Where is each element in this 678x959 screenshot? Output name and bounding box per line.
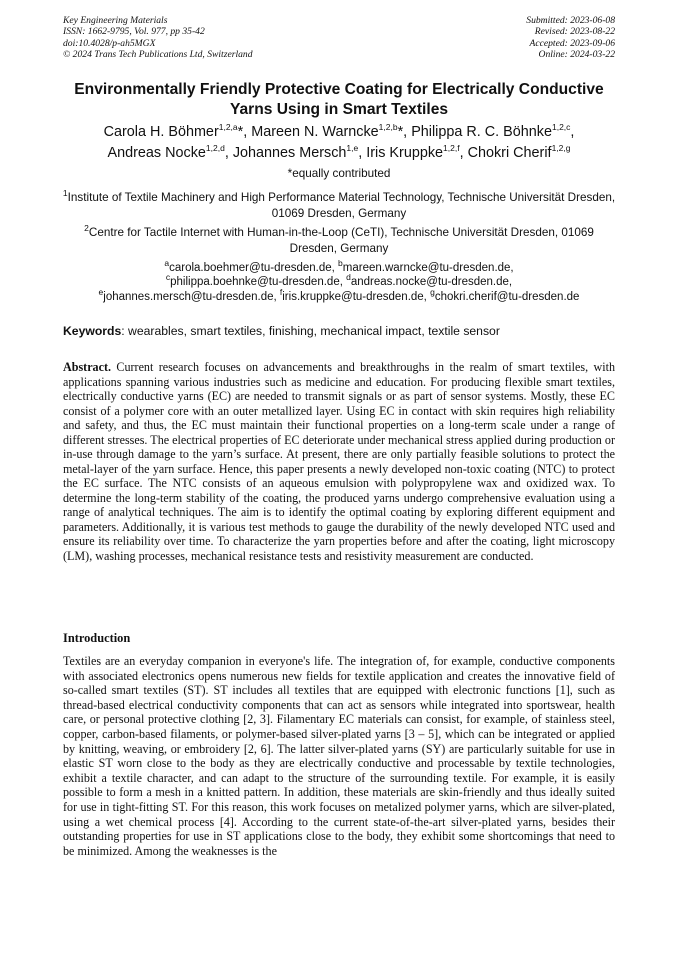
- email-marker: g: [430, 286, 435, 297]
- dates-info: [526, 15, 615, 61]
- issn-line: ISSN: 1662-9795, Vol. 977, pp 35-42: [63, 26, 205, 38]
- email-line-3: [40, 286, 638, 304]
- author-list: [40, 122, 638, 164]
- keywords: [63, 324, 623, 338]
- accepted-date: Accepted: 2023-09-06: [529, 37, 615, 49]
- email-address[interactable]: iris.kruppke@tu-dresden.de,: [282, 290, 431, 303]
- email-marker: c: [165, 272, 171, 283]
- email-marker: a: [164, 258, 170, 269]
- author-separator: ,: [459, 145, 468, 161]
- author-name: Johannes Mersch: [232, 145, 347, 161]
- copyright-line: © 2024 Trans Tech Publications Ltd, Switzerland: [63, 49, 253, 61]
- author-separator: ,: [358, 145, 367, 161]
- affiliation-number: 1: [62, 188, 68, 199]
- affiliation-text: Centre for Tactile Internet with Human-in-the-Loop (CeTI), Technische Universität Dresden, 01069 Dresden, Germany: [88, 226, 594, 255]
- author-affiliation-marker: 1,2,d: [205, 143, 225, 154]
- email-address[interactable]: chokri.cherif@tu-dresden.de: [434, 290, 580, 303]
- author-separator: *,: [397, 124, 412, 140]
- author-name: Iris Kruppke: [366, 145, 444, 161]
- email-marker: b: [338, 258, 343, 269]
- introduction-body: Textiles are an everyday companion in everyone's life. The integration of, for example, conductive components with associated electronics opens numerous new fields for textile application and creates the innovative field of so-called smart textiles (ST). ST includes all textiles that are equipped with electronic functions [1], such as thread-based electrical conductivity components that can act as sensors while integrated into sportswear, health care, or personal protective clothing [2, 3]. Filamentary EC materials can consist, for example, of stainless steel, copper, carbon-based filaments, or polymer-based silver-plated yarns [3 – 5], which can be integrated or applied by knitting, weaving, or embroidery [2, 6]. The latter silver-plated yarns (SY) are particularly suitable for use in elastic ST worn close to the body as they are electrically conductive and processable by textile technologies, exhibit a textile character, and can adapt to the structure of the surrounding textile. For example, it is easily possible to form a mesh in a knitted pattern. In addition, these materials are skin-friendly and thus ideally suited for use in tight-fitting ST. For this reason, this work focuses on metalized polymer yarns, which are silver-plated, using a wet chemical process [4]. According to the current state-of-the-art silver-plated yarns, besides their outstanding properties for use in ST applications close to the body, they exhibit some shortcomings that need to be minimized. Among the weaknesses is the: [63, 654, 615, 858]
- keywords-label: Keywords: [63, 324, 122, 338]
- author-separator: ,: [224, 145, 233, 161]
- abstract: [63, 360, 615, 563]
- submitted-date: Submitted: 2023-06-08: [526, 15, 615, 26]
- email-marker: e: [98, 286, 104, 297]
- title-line-1: Environmentally Friendly Protective Coating for Electrically Conductive: [74, 81, 604, 98]
- email-line-2: [40, 272, 638, 289]
- affiliation-number: 2: [84, 223, 89, 234]
- affiliation-1: [60, 190, 618, 221]
- author-name: Andreas Nocke: [107, 145, 206, 161]
- affiliation-text: Institute of Textile Machinery and High Performance Material Technology, Technische Universität Dresden, 01069 Dresden, Germany: [67, 191, 616, 220]
- email-marker: f: [279, 286, 283, 297]
- author-name: Mareen N. Warncke: [251, 124, 379, 140]
- journal-info: [63, 15, 253, 61]
- abstract-label: Abstract.: [63, 360, 112, 374]
- online-date: Online: 2024-03-22: [538, 49, 615, 61]
- email-address[interactable]: andreas.nocke@tu-dresden.de,: [350, 276, 513, 289]
- email-address[interactable]: mareen.warncke@tu-dresden.de,: [342, 262, 514, 274]
- title-line-2: Yarns Using in Smart Textiles: [229, 101, 449, 118]
- abstract-text: Current research focuses on advancements and breakthroughs in the realm of smart textiles, with applications spanning various industries such as medicine and education. For producing flexible smart textiles, electrically conductive yarns (EC) are needed to transmit signals or as part of sensor systems. Mostly, these EC consist of a polymer core with an outer metallized layer. Using EC in contact with skin requires high reliability and safety, and thus, the EC must maintain their functional properties on a long-term scale under a range of different stresses. The electrical properties of EC deteriorate under mechanical stress applied during production or in-use through damage to the yarn’s surface. At present, there are only partially feasible solutions to protect the metal-layer of the yarn surface. Hence, this paper presents a newly developed non-toxic coating (NTC) to protect the EC surface. The NTC consists of an aqueous emulsion with polypropylene wax and oxidized wax. To determine the long-term stability of the coating, the produced yarns undergo comprehensive evaluation using a range of analytical techniques. The aim is to identify the optimal coating by exploring different equipment and parameters. Additionally, it is various test methods to gauge the durability of the newly developed NTC used and ensure its reliability over time. To characterize the yarn properties before and after the coating, light microscopy (LM), washing processes, mechanical resistance tests and resistivity measurement are conducted.: [63, 360, 615, 563]
- author-affiliation-marker: 1,2,b: [378, 122, 398, 133]
- email-address[interactable]: johannes.mersch@tu-dresden.de,: [103, 290, 280, 303]
- author-separator: ,: [570, 124, 575, 140]
- author-separator: *,: [237, 124, 252, 140]
- keywords-text: : wearables, smart textiles, finishing, mechanical impact, textile sensor: [121, 324, 500, 338]
- paper-title: [50, 80, 628, 120]
- author-affiliation-marker: 1,e: [346, 143, 359, 154]
- email-address[interactable]: carola.boehmer@tu-dresden.de,: [169, 262, 339, 274]
- author-affiliation-marker: 1,2,c: [551, 122, 571, 133]
- author-affiliation-marker: 1,2,a: [218, 122, 238, 133]
- journal-name: Key Engineering Materials: [63, 15, 168, 26]
- revised-date: Revised: 2023-08-22: [534, 26, 615, 38]
- doi-line: doi:10.4028/p-ah5MGX: [63, 37, 156, 49]
- email-list: [40, 258, 638, 304]
- author-line-1: [40, 122, 638, 143]
- author-name: Chokri Cherif: [467, 145, 552, 161]
- email-line-1: [40, 258, 638, 275]
- author-affiliation-marker: 1,2,g: [551, 143, 571, 154]
- equal-contribution-note: *equally contributed: [287, 167, 391, 180]
- author-name: Carola H. Böhmer: [103, 124, 219, 140]
- affiliation-2: [60, 225, 618, 256]
- author-affiliation-marker: 1,2,f: [443, 143, 460, 154]
- email-marker: d: [346, 272, 351, 283]
- section-heading-introduction: Introduction: [63, 631, 131, 645]
- author-name: Philippa R. C. Böhnke: [411, 124, 552, 140]
- author-line-2: [40, 143, 638, 164]
- email-address[interactable]: philippa.boehnke@tu-dresden.de,: [170, 276, 347, 289]
